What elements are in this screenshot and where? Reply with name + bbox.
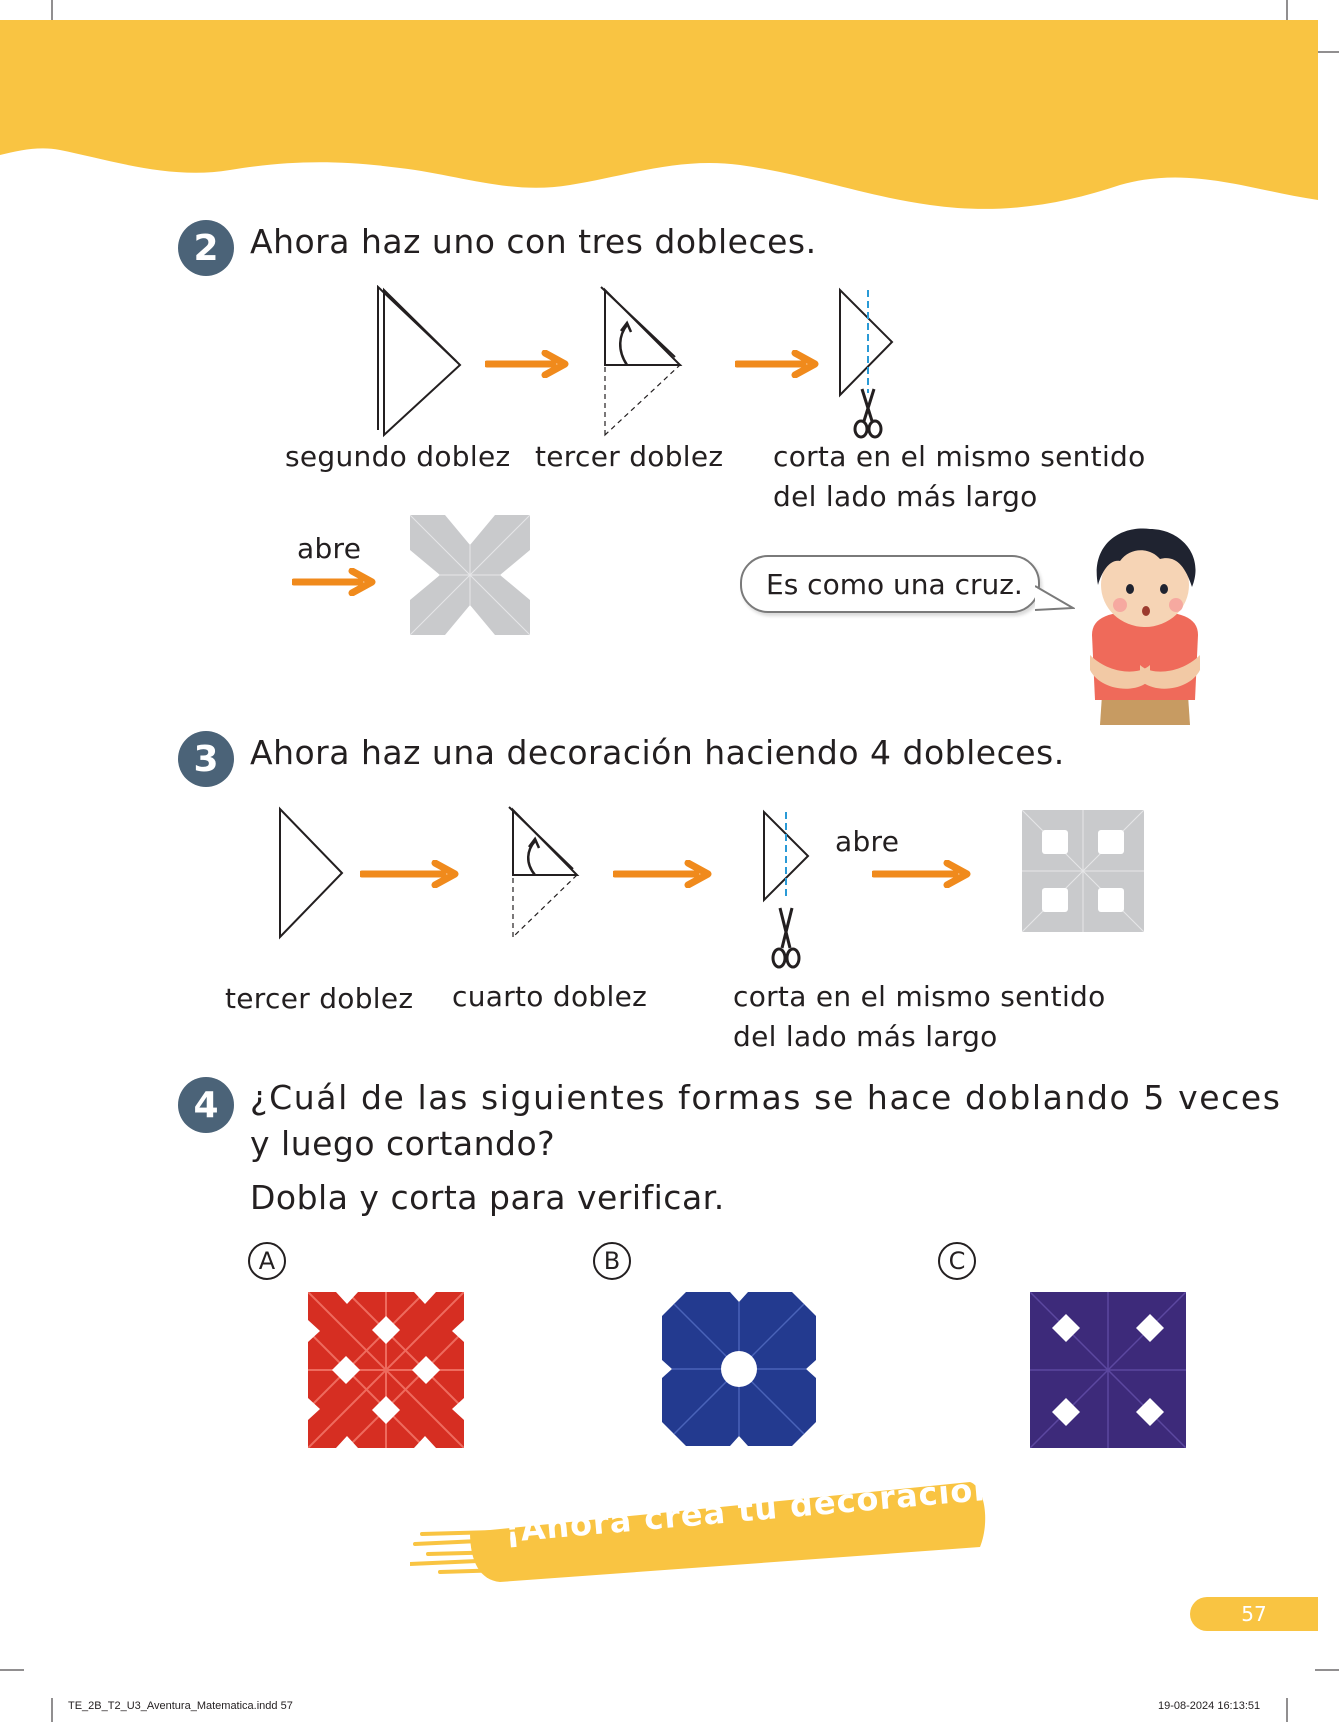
banner-text: ¡Ahora crea tu decoración! (503, 1467, 1014, 1550)
option-b-shape[interactable] (658, 1288, 820, 1450)
option-c-shape[interactable] (1030, 1292, 1186, 1448)
step-3-title: Ahora haz una decoración haciendo 4 dobleces. (250, 733, 1065, 772)
option-c-label: C (938, 1242, 976, 1280)
label-cut-line1: corta en el mismo sentido (733, 980, 1106, 1013)
scissors-icon (768, 904, 804, 972)
arrow-right-icon (292, 568, 377, 596)
arrow-right-icon (485, 350, 570, 378)
step-4-question-line2: y luego cortando? (250, 1124, 556, 1163)
label-third-fold: tercer doblez (535, 440, 724, 473)
option-b-label: B (593, 1242, 631, 1280)
step-4-instruction: Dobla y corta para verificar. (250, 1178, 725, 1217)
step-3-badge: 3 (178, 731, 234, 787)
four-holes-shape-icon (1022, 810, 1144, 932)
cross-shape-icon (410, 515, 530, 635)
scissors-icon (850, 385, 886, 441)
label-open: abre (297, 532, 362, 565)
footer-timestamp: 19-08-2024 16:13:51 (1158, 1700, 1261, 1712)
fold-triangle-icon (595, 285, 695, 440)
label-fourth-fold: cuarto doblez (452, 980, 648, 1013)
header-band (0, 0, 1339, 240)
label-third-fold: tercer doblez (225, 982, 414, 1015)
boy-character-icon (1080, 525, 1210, 725)
speech-text: Es como una cruz. (766, 567, 1023, 601)
cut-triangle-icon (760, 808, 820, 908)
label-cut-line2: del lado más largo (773, 480, 1038, 513)
step-2-badge: 2 (178, 220, 234, 276)
step-4-question-line1: ¿Cuál de las siguientes formas se hace doblando 5 veces (250, 1078, 1282, 1117)
speech-bubble (740, 555, 1040, 613)
step-2-title: Ahora haz uno con tres dobleces. (250, 222, 817, 261)
label-cut-line1: corta en el mismo sentido (773, 440, 1146, 473)
fold-triangle-icon (505, 805, 590, 940)
arrow-right-icon (360, 860, 460, 888)
speech-bubble-tail (1035, 580, 1075, 616)
label-cut-line2: del lado más largo (733, 1020, 998, 1053)
folded-triangle-icon (270, 805, 350, 940)
arrow-right-icon (872, 860, 972, 888)
label-open: abre (835, 825, 900, 858)
arrow-right-icon (613, 860, 713, 888)
step-4-badge: 4 (178, 1077, 234, 1133)
page-number: 57 (1190, 1597, 1318, 1631)
label-second-fold: segundo doblez (285, 440, 511, 473)
footer-file: TE_2B_T2_U3_Aventura_Matematica.indd 57 (68, 1700, 293, 1712)
arrow-right-icon (735, 350, 820, 378)
folded-triangle-icon (370, 285, 470, 440)
option-a-shape[interactable] (308, 1292, 464, 1448)
option-a-label: A (248, 1242, 286, 1280)
